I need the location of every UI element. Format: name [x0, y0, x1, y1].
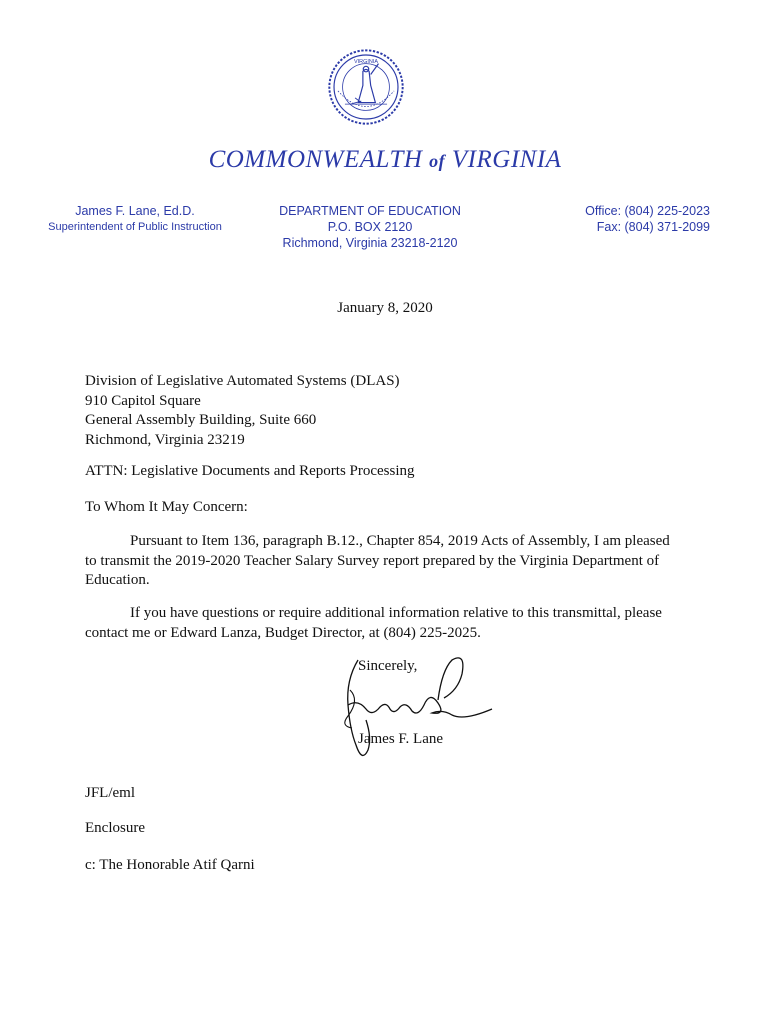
address-line: Division of Legislative Automated Systems (DLAS) — [85, 373, 400, 389]
signer-name: James F. Lane — [358, 731, 444, 747]
attention-line: ATTN: Legislative Documents and Reports Processing — [85, 463, 415, 479]
department-name: DEPARTMENT OF EDUCATION — [279, 204, 461, 218]
department-city: Richmond, Virginia 23218-2120 — [282, 236, 458, 250]
department-po-box: P.O. BOX 2120 — [327, 220, 413, 234]
contact-block — [540, 203, 710, 235]
office-phone: Office: (804) 225-2023 — [585, 204, 710, 218]
address-line: 910 Capitol Square — [85, 392, 201, 409]
title-of: of — [429, 151, 446, 171]
body-paragraph-1: Pursuant to Item 136, paragraph B.12., Chapter 854, 2019 Acts of Assembly, I am pleased to transmit the 2019-2020 Teacher Salary Survey report prepared by the Virginia Department of Education. — [85, 533, 670, 588]
closing: Sincerely, — [358, 658, 418, 674]
superintendent-role: Superintendent of Public Instruction — [48, 221, 222, 233]
department-block — [240, 203, 500, 251]
recipient-address — [85, 372, 685, 450]
seal-text: VIRGINIA — [354, 58, 378, 65]
handwritten-signature — [330, 650, 510, 770]
carbon-copy: c: The Honorable Atif Qarni — [85, 857, 255, 873]
enclosure-note: Enclosure — [85, 820, 145, 836]
body-paragraph-2: If you have questions or require additional information relative to this transmittal, please contact me or Edward Lanza, Budget Director, at (804) 225-2025. — [85, 605, 662, 641]
superintendent-block — [30, 203, 240, 235]
commonwealth-title — [0, 146, 770, 174]
title-part-2: VIRGINIA — [451, 146, 562, 173]
reference-initials: JFL/eml — [85, 785, 136, 801]
title-part-1: COMMONWEALTH — [208, 146, 423, 173]
virginia-state-seal — [327, 48, 405, 126]
greeting: To Whom It May Concern: — [85, 499, 248, 515]
fax-number: Fax: (804) 371-2099 — [596, 220, 710, 234]
address-line: General Assembly Building, Suite 660 — [85, 412, 317, 428]
address-line: Richmond, Virginia 23219 — [85, 431, 245, 448]
superintendent-name: James F. Lane, Ed.D. — [75, 204, 195, 218]
letter-date: January 8, 2020 — [337, 300, 433, 316]
